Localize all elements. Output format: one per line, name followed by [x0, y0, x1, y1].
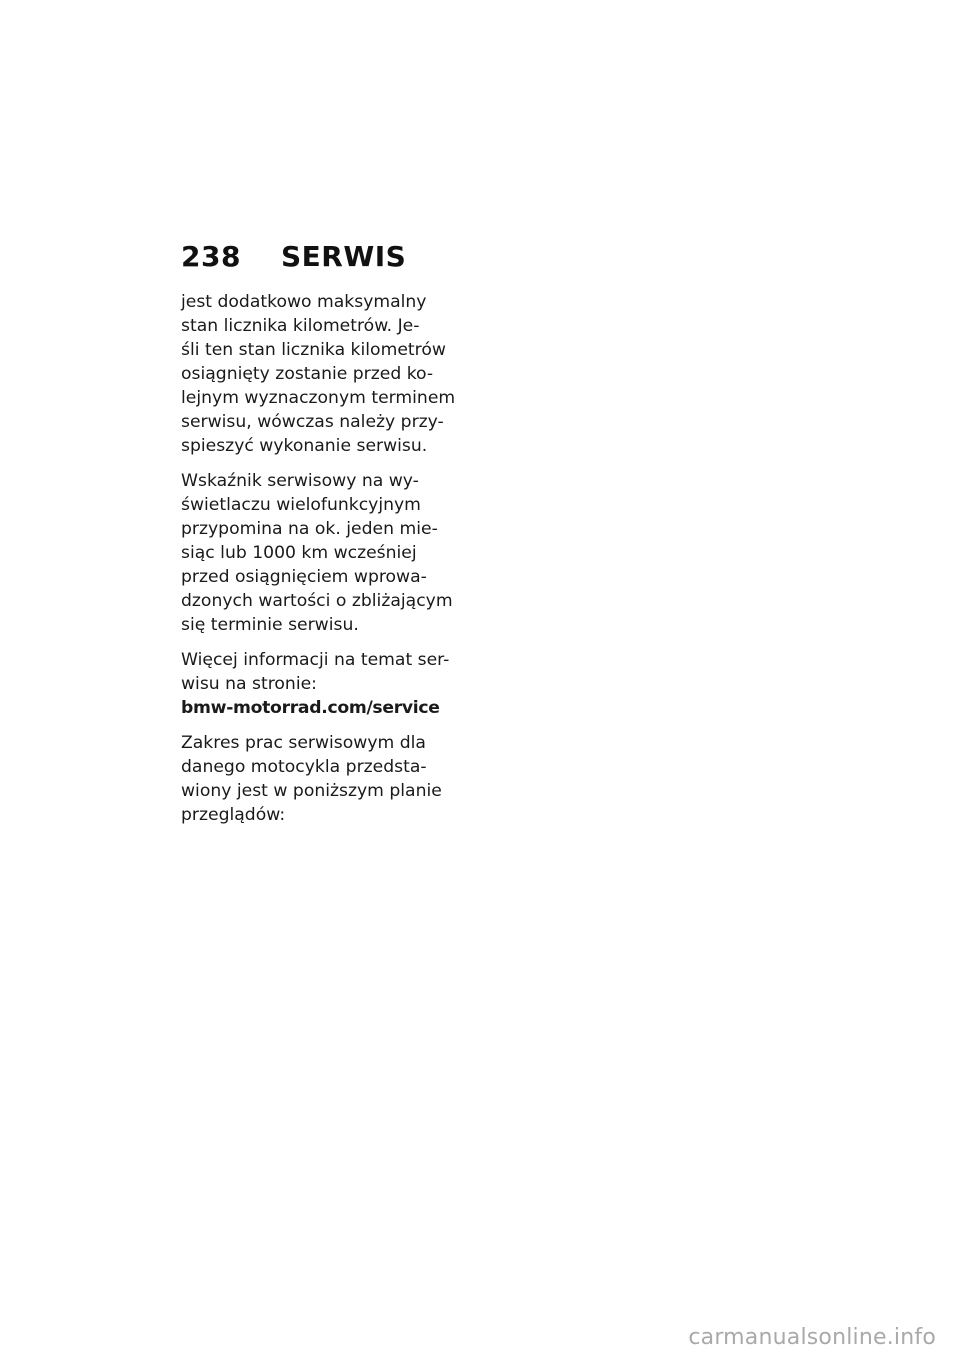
text-line: stan licznika kilometrów. Je- — [181, 316, 420, 336]
text-line: przypomina na ok. jeden mie- — [181, 519, 438, 539]
text-line: Więcej informacji na temat ser- — [181, 650, 450, 670]
text-line: się terminie serwisu. — [181, 615, 359, 635]
text-line: serwisu, wówczas należy przy- — [181, 412, 444, 432]
text-line: danego motocykla przedsta- — [181, 757, 427, 777]
text-line: lejnym wyznaczonym terminem — [181, 388, 456, 408]
text-line: spieszyć wykonanie serwisu. — [181, 436, 428, 456]
text-line: Wskaźnik serwisowy na wy- — [181, 471, 419, 491]
paragraph-service-scope — [181, 731, 456, 827]
paragraph-service-indicator — [181, 469, 456, 637]
page-number: 238 — [181, 240, 241, 273]
paragraph-service-mileage — [181, 290, 456, 458]
page-header — [181, 240, 406, 273]
text-line: przed osiągnięciem wprowa- — [181, 567, 427, 587]
watermark: carmanualsonline.info — [688, 1325, 936, 1350]
paragraph-more-info — [181, 648, 456, 720]
text-line: Zakres prac serwisowym dla — [181, 733, 426, 753]
text-line: wiony jest w poniższym planie — [181, 781, 442, 801]
text-line: przeglądów: — [181, 805, 286, 825]
body-text — [181, 290, 456, 838]
text-line: jest dodatkowo maksymalny — [181, 292, 427, 312]
text-line: dzonych wartości o zbliżającym — [181, 591, 453, 611]
service-url-link[interactable]: bmw-motorrad.com/service — [181, 698, 440, 718]
text-line: świetlaczu wielofunkcyjnym — [181, 495, 421, 515]
text-line: wisu na stronie: — [181, 674, 317, 694]
text-line: śli ten stan licznika kilometrów — [181, 340, 446, 360]
text-line: siąc lub 1000 km wcześniej — [181, 543, 417, 563]
text-line: osiągnięty zostanie przed ko- — [181, 364, 434, 384]
section-title: SERWIS — [281, 240, 407, 273]
